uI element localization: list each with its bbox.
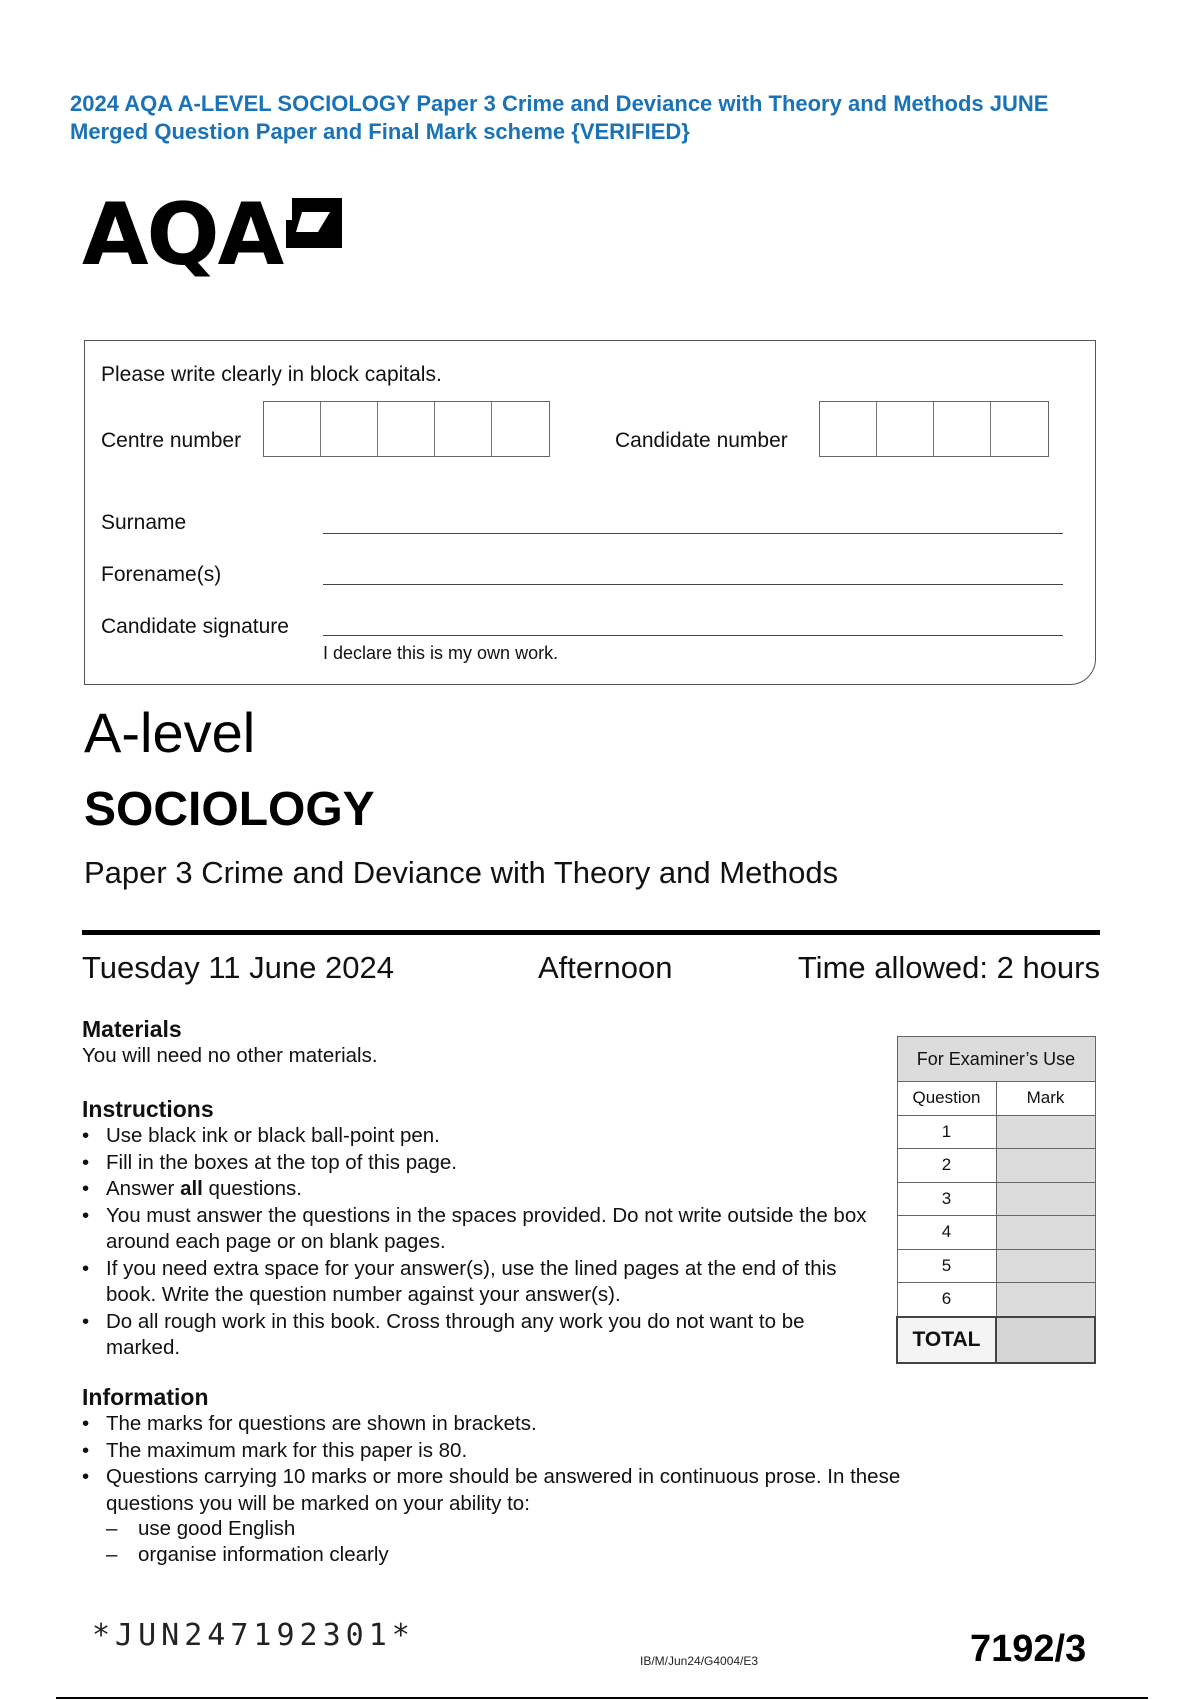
subject-title: SOCIOLOGY [84, 783, 375, 836]
forenames-line[interactable] [323, 584, 1063, 585]
answer-all-pre: Answer [106, 1177, 181, 1200]
list-item: • Fill in the boxes at the top of this page. [82, 1150, 872, 1177]
candidate-number-field[interactable] [819, 401, 1049, 457]
candidate-number-digit[interactable] [934, 402, 991, 456]
surname-label: Surname [101, 511, 187, 534]
paper-code: 7192/3 [970, 1628, 1087, 1670]
paper-title: Paper 3 Crime and Deviance with Theory and Methods [84, 855, 839, 890]
list-item: • Do all rough work in this book. Cross through any work you do not want to be marked. [82, 1309, 872, 1362]
question-number: 1 [897, 1115, 996, 1149]
forenames-label: Forename(s) [101, 563, 222, 586]
centre-number-digit[interactable] [435, 402, 492, 456]
centre-number-digit[interactable] [378, 402, 435, 456]
qualification-level: A-level [84, 701, 256, 764]
list-item: • You must answer the questions in the spaces provided. Do not write outside the box around each page or on blank pages. [82, 1203, 872, 1256]
mark-cell[interactable] [996, 1216, 1095, 1250]
answer-all-bold: all [180, 1177, 203, 1200]
question-number: 3 [897, 1182, 996, 1216]
question-column-header: Question [897, 1082, 996, 1116]
list-item: • Use black ink or black ball-point pen. [82, 1123, 872, 1150]
centre-number-label: Centre number [101, 429, 242, 452]
surname-line[interactable] [323, 533, 1063, 534]
information-heading: Information [82, 1384, 209, 1410]
title-divider [82, 930, 1100, 935]
question-number: 4 [897, 1216, 996, 1250]
banner-line-1: 2024 AQA A-LEVEL SOCIOLOGY Paper 3 Crime and Deviance with Theory and Methods JUNE [70, 91, 1049, 116]
answer-all-post: questions. [202, 1177, 303, 1200]
list-item: • The maximum mark for this paper is 80. [82, 1438, 902, 1465]
mark-cell[interactable] [996, 1149, 1095, 1183]
aqa-logo-icon [282, 190, 344, 248]
examiner-use-table [896, 1036, 1096, 1364]
banner-line-2: Merged Question Paper and Final Mark scheme {VERIFIED} [70, 119, 690, 144]
candidate-number-digit[interactable] [820, 402, 877, 456]
mark-column-header: Mark [996, 1082, 1095, 1116]
candidate-details-box [84, 340, 1096, 685]
list-item: • The marks for questions are shown in brackets. [82, 1411, 902, 1438]
instructions-list [82, 1123, 872, 1362]
exam-date: Tuesday 11 June 2024 [82, 950, 394, 985]
centre-number-digit[interactable] [264, 402, 321, 456]
mark-cell[interactable] [996, 1115, 1095, 1149]
candidate-number-digit[interactable] [991, 402, 1048, 456]
information-sub-list [82, 1516, 782, 1568]
question-number: 5 [897, 1249, 996, 1283]
aqa-logo-text: AQA [82, 185, 283, 285]
exam-session: Afternoon [538, 950, 673, 985]
materials-heading: Materials [82, 1016, 182, 1042]
document-banner [70, 90, 1150, 146]
list-item: • If you need extra space for your answer(s), use the lined pages at the end of this book. Write the question number against your answer(s). [82, 1256, 872, 1309]
total-label: TOTAL [897, 1317, 996, 1363]
footer-rule [56, 1697, 1148, 1699]
list-item [82, 1176, 872, 1203]
centre-number-field[interactable] [263, 401, 550, 457]
time-allowed: Time allowed: 2 hours [797, 950, 1100, 985]
candidate-number-digit[interactable] [877, 402, 934, 456]
question-number: 2 [897, 1149, 996, 1183]
signature-label: Candidate signature [101, 615, 289, 638]
information-list [82, 1411, 902, 1517]
list-item: – use good English [82, 1516, 782, 1542]
instructions-heading: Instructions [82, 1096, 214, 1122]
mark-cell[interactable] [996, 1182, 1095, 1216]
mark-cell[interactable] [996, 1283, 1095, 1317]
declaration-text: I declare this is my own work. [323, 643, 559, 663]
block-capitals-instruction: Please write clearly in block capitals. [101, 363, 442, 386]
reference-code: IB/M/Jun24/G4004/E3 [640, 1654, 759, 1668]
centre-number-digit[interactable] [321, 402, 378, 456]
centre-number-digit[interactable] [492, 402, 549, 456]
list-item: – organise information clearly [82, 1542, 782, 1568]
total-mark-cell[interactable] [996, 1317, 1095, 1363]
mark-cell[interactable] [996, 1249, 1095, 1283]
question-number: 6 [897, 1283, 996, 1317]
materials-text: You will need no other materials. [82, 1044, 378, 1067]
examiner-table-title: For Examiner’s Use [897, 1037, 1095, 1082]
signature-line[interactable] [323, 635, 1063, 636]
list-item: • Questions carrying 10 marks or more should be answered in continuous prose. In these questions you will be marked on your ability to: [82, 1464, 902, 1517]
barcode-text: *JUN247192301* [92, 1618, 415, 1653]
candidate-number-label: Candidate number [615, 429, 788, 452]
